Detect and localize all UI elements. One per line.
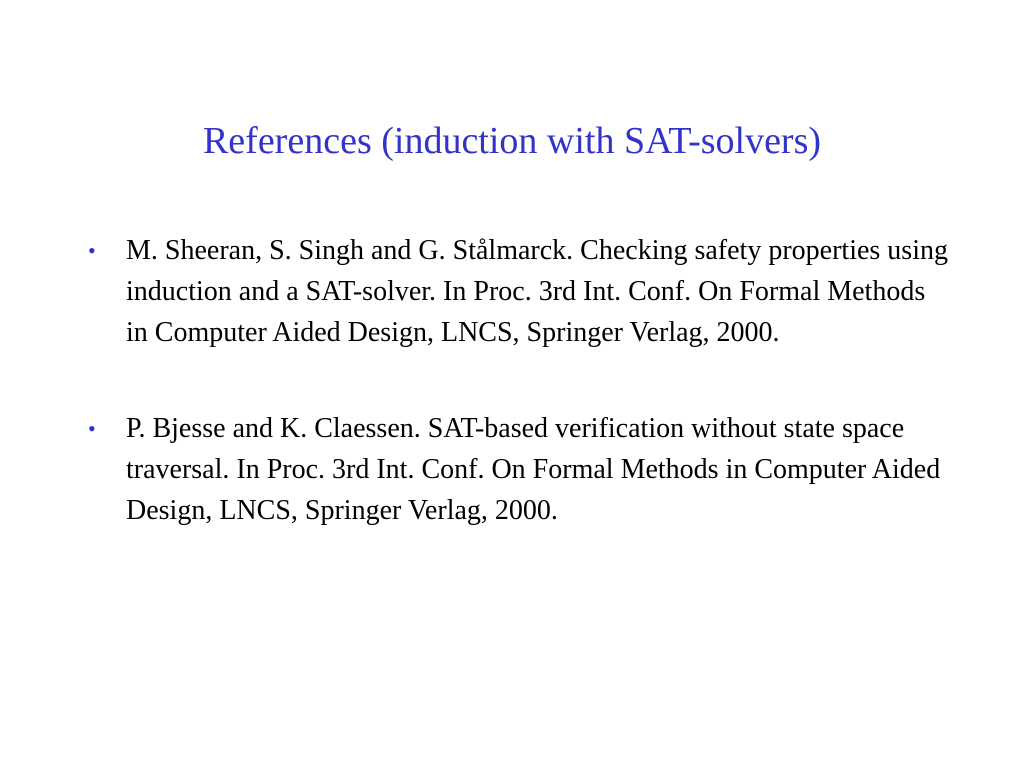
bullet-icon: •: [88, 416, 96, 441]
reference-list: [88, 230, 948, 586]
reference-text: P. Bjesse and K. Claessen. SAT-based verification without state space traversal. In Proc. 3rd Int. Conf. On Formal Methods in Computer Aided Design, LNCS, Springer Verlag, 2000.: [126, 413, 941, 526]
slide-title: References (induction with SAT-solvers): [202, 120, 822, 162]
reference-text: M. Sheeran, S. Singh and G. Stålmarck. Checking safety properties using induction and a SAT-solver. In Proc. 3rd Int. Conf. On Formal Methods in Computer Aided Design, LNCS, Springer Verlag, 2000.: [126, 235, 948, 348]
bullet-icon: •: [88, 238, 96, 263]
reference-item: [88, 230, 948, 353]
reference-item: [88, 408, 948, 531]
